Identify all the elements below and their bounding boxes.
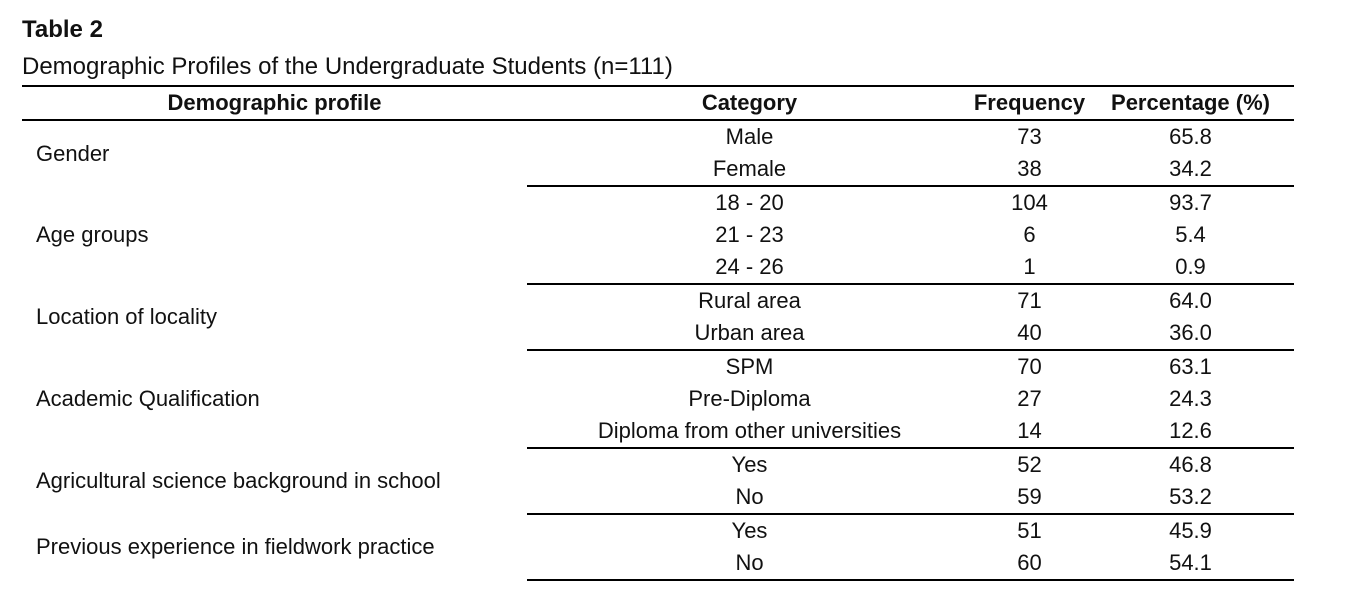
category-cell: SPM — [725, 354, 774, 379]
demographic-profile-cell: Agricultural science background in school — [36, 468, 441, 493]
table-row — [22, 284, 1294, 317]
header-demographic-profile: Demographic profile — [22, 86, 527, 120]
category-cell: Pre-Diploma — [688, 386, 811, 411]
table-row — [22, 448, 1294, 481]
table-row — [22, 514, 1294, 547]
header-category: Category — [527, 86, 972, 120]
demographic-profile-cell: Academic Qualification — [36, 386, 260, 411]
frequency-cell: 52 — [1017, 452, 1042, 477]
category-cell: Female — [527, 153, 972, 186]
frequency-cell: 59 — [972, 481, 1087, 514]
frequency-cell: 6 — [1023, 222, 1036, 247]
table-row — [22, 186, 1294, 219]
table-title: Demographic Profiles of the Undergraduate Students (n=111) — [22, 53, 673, 80]
category-cell: No — [527, 481, 972, 514]
frequency-cell: 60 — [972, 547, 1087, 580]
category-cell: Male — [725, 124, 774, 149]
percentage-cell: 0.9 — [1087, 251, 1294, 284]
percentage-cell: 46.8 — [1169, 452, 1212, 477]
percentage-cell: 54.1 — [1087, 547, 1294, 580]
demographic-table — [22, 85, 1294, 581]
table-number: Table 2 — [22, 16, 103, 43]
frequency-cell: 104 — [1011, 190, 1048, 215]
header-percentage: Percentage (%) — [1087, 86, 1294, 120]
header-frequency: Frequency — [972, 86, 1087, 120]
frequency-cell: 1 — [972, 251, 1087, 284]
percentage-cell: 93.7 — [1169, 190, 1212, 215]
percentage-cell: 45.9 — [1169, 518, 1212, 543]
category-cell: No — [527, 547, 972, 580]
category-cell: 24 - 26 — [527, 251, 972, 284]
category-cell: Diploma from other universities — [527, 415, 972, 448]
percentage-cell: 53.2 — [1087, 481, 1294, 514]
frequency-cell: 14 — [972, 415, 1087, 448]
header-row — [22, 86, 1294, 120]
percentage-cell: 12.6 — [1087, 415, 1294, 448]
demographic-profile-cell: Previous experience in fieldwork practice — [36, 534, 435, 559]
percentage-cell: 63.1 — [1169, 354, 1212, 379]
frequency-cell: 38 — [972, 153, 1087, 186]
percentage-cell: 64.0 — [1169, 288, 1212, 313]
frequency-cell: 70 — [1017, 354, 1042, 379]
frequency-cell: 51 — [1017, 518, 1042, 543]
category-cell: 18 - 20 — [715, 190, 784, 215]
category-cell: Rural area — [698, 288, 801, 313]
demographic-profile-cell: Gender — [36, 140, 110, 166]
category-cell: Urban area — [527, 317, 972, 350]
category-cell: Yes — [731, 518, 768, 543]
percentage-cell: 5.4 — [1175, 222, 1206, 247]
demographic-profile-cell: Location of locality — [36, 304, 217, 329]
frequency-cell: 27 — [1017, 386, 1042, 411]
frequency-cell: 71 — [1017, 288, 1042, 313]
frequency-cell: 73 — [1017, 124, 1042, 149]
demographic-profile-cell: Age groups — [36, 222, 149, 247]
percentage-cell: 34.2 — [1087, 153, 1294, 186]
table-body — [22, 120, 1294, 580]
table-row — [22, 120, 1294, 153]
category-cell: 21 - 23 — [715, 222, 784, 247]
percentage-cell: 24.3 — [1169, 386, 1212, 411]
percentage-cell: 36.0 — [1087, 317, 1294, 350]
percentage-cell: 65.8 — [1169, 124, 1212, 149]
table-row — [22, 350, 1294, 383]
category-cell: Yes — [731, 452, 768, 477]
frequency-cell: 40 — [972, 317, 1087, 350]
